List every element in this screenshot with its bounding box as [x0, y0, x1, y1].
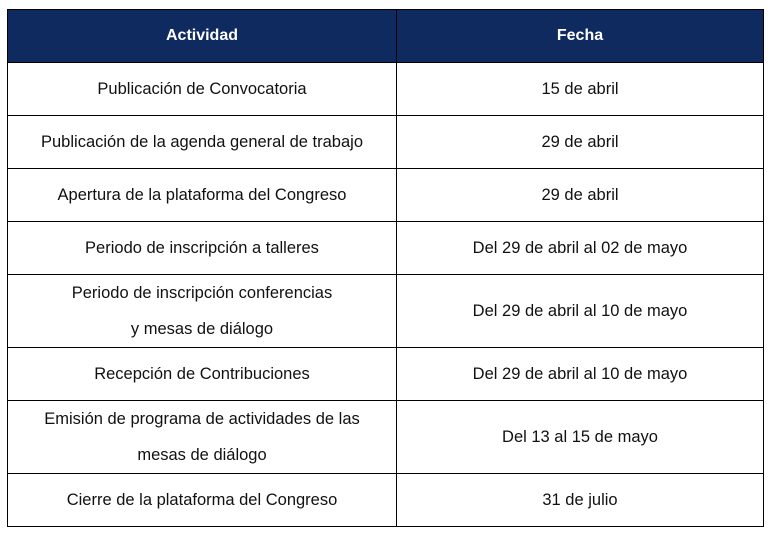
activity-cell [8, 474, 397, 527]
activity-cell [8, 169, 397, 222]
table-header [8, 10, 764, 63]
table-row [8, 222, 764, 275]
activity-text: Recepción de Contribuciones [94, 365, 310, 383]
date-cell: Del 13 al 15 de mayo [397, 401, 764, 474]
activity-cell [8, 116, 397, 169]
activity-text: Apertura de la plataforma del Congreso [57, 186, 347, 204]
activity-text: Publicación de la agenda general de trabajo [41, 133, 363, 151]
activity-cell [8, 63, 397, 116]
table-row [8, 63, 764, 116]
table-body [8, 63, 764, 527]
activity-text: Periodo de inscripción a talleres [85, 239, 319, 257]
activity-cell [8, 222, 397, 275]
activity-text: y mesas de diálogo [130, 320, 274, 338]
date-cell: Del 29 de abril al 10 de mayo [397, 275, 764, 348]
header-row [8, 10, 764, 63]
activity-cell [8, 348, 397, 401]
schedule-table [7, 9, 764, 527]
table-row [8, 169, 764, 222]
date-cell: 15 de abril [397, 63, 764, 116]
activity-text: Periodo de inscripción conferencias [71, 284, 333, 302]
header-date: Fecha [397, 10, 764, 63]
table-row [8, 348, 764, 401]
date-cell: 31 de julio [397, 474, 764, 527]
date-cell: Del 29 de abril al 02 de mayo [397, 222, 764, 275]
activity-text: Emisión de programa de actividades de las [44, 410, 360, 428]
activity-cell [8, 401, 397, 474]
table-row [8, 275, 764, 348]
table-row [8, 401, 764, 474]
table-row [8, 116, 764, 169]
header-activity: Actividad [8, 10, 397, 63]
activity-cell [8, 275, 397, 348]
date-cell: 29 de abril [397, 169, 764, 222]
schedule-table-container [7, 9, 763, 527]
table-row [8, 474, 764, 527]
activity-text: Cierre de la plataforma del Congreso [66, 491, 338, 509]
date-cell: 29 de abril [397, 116, 764, 169]
activity-text: mesas de diálogo [137, 446, 267, 464]
activity-text: Publicación de Convocatoria [97, 80, 307, 98]
date-cell: Del 29 de abril al 10 de mayo [397, 348, 764, 401]
